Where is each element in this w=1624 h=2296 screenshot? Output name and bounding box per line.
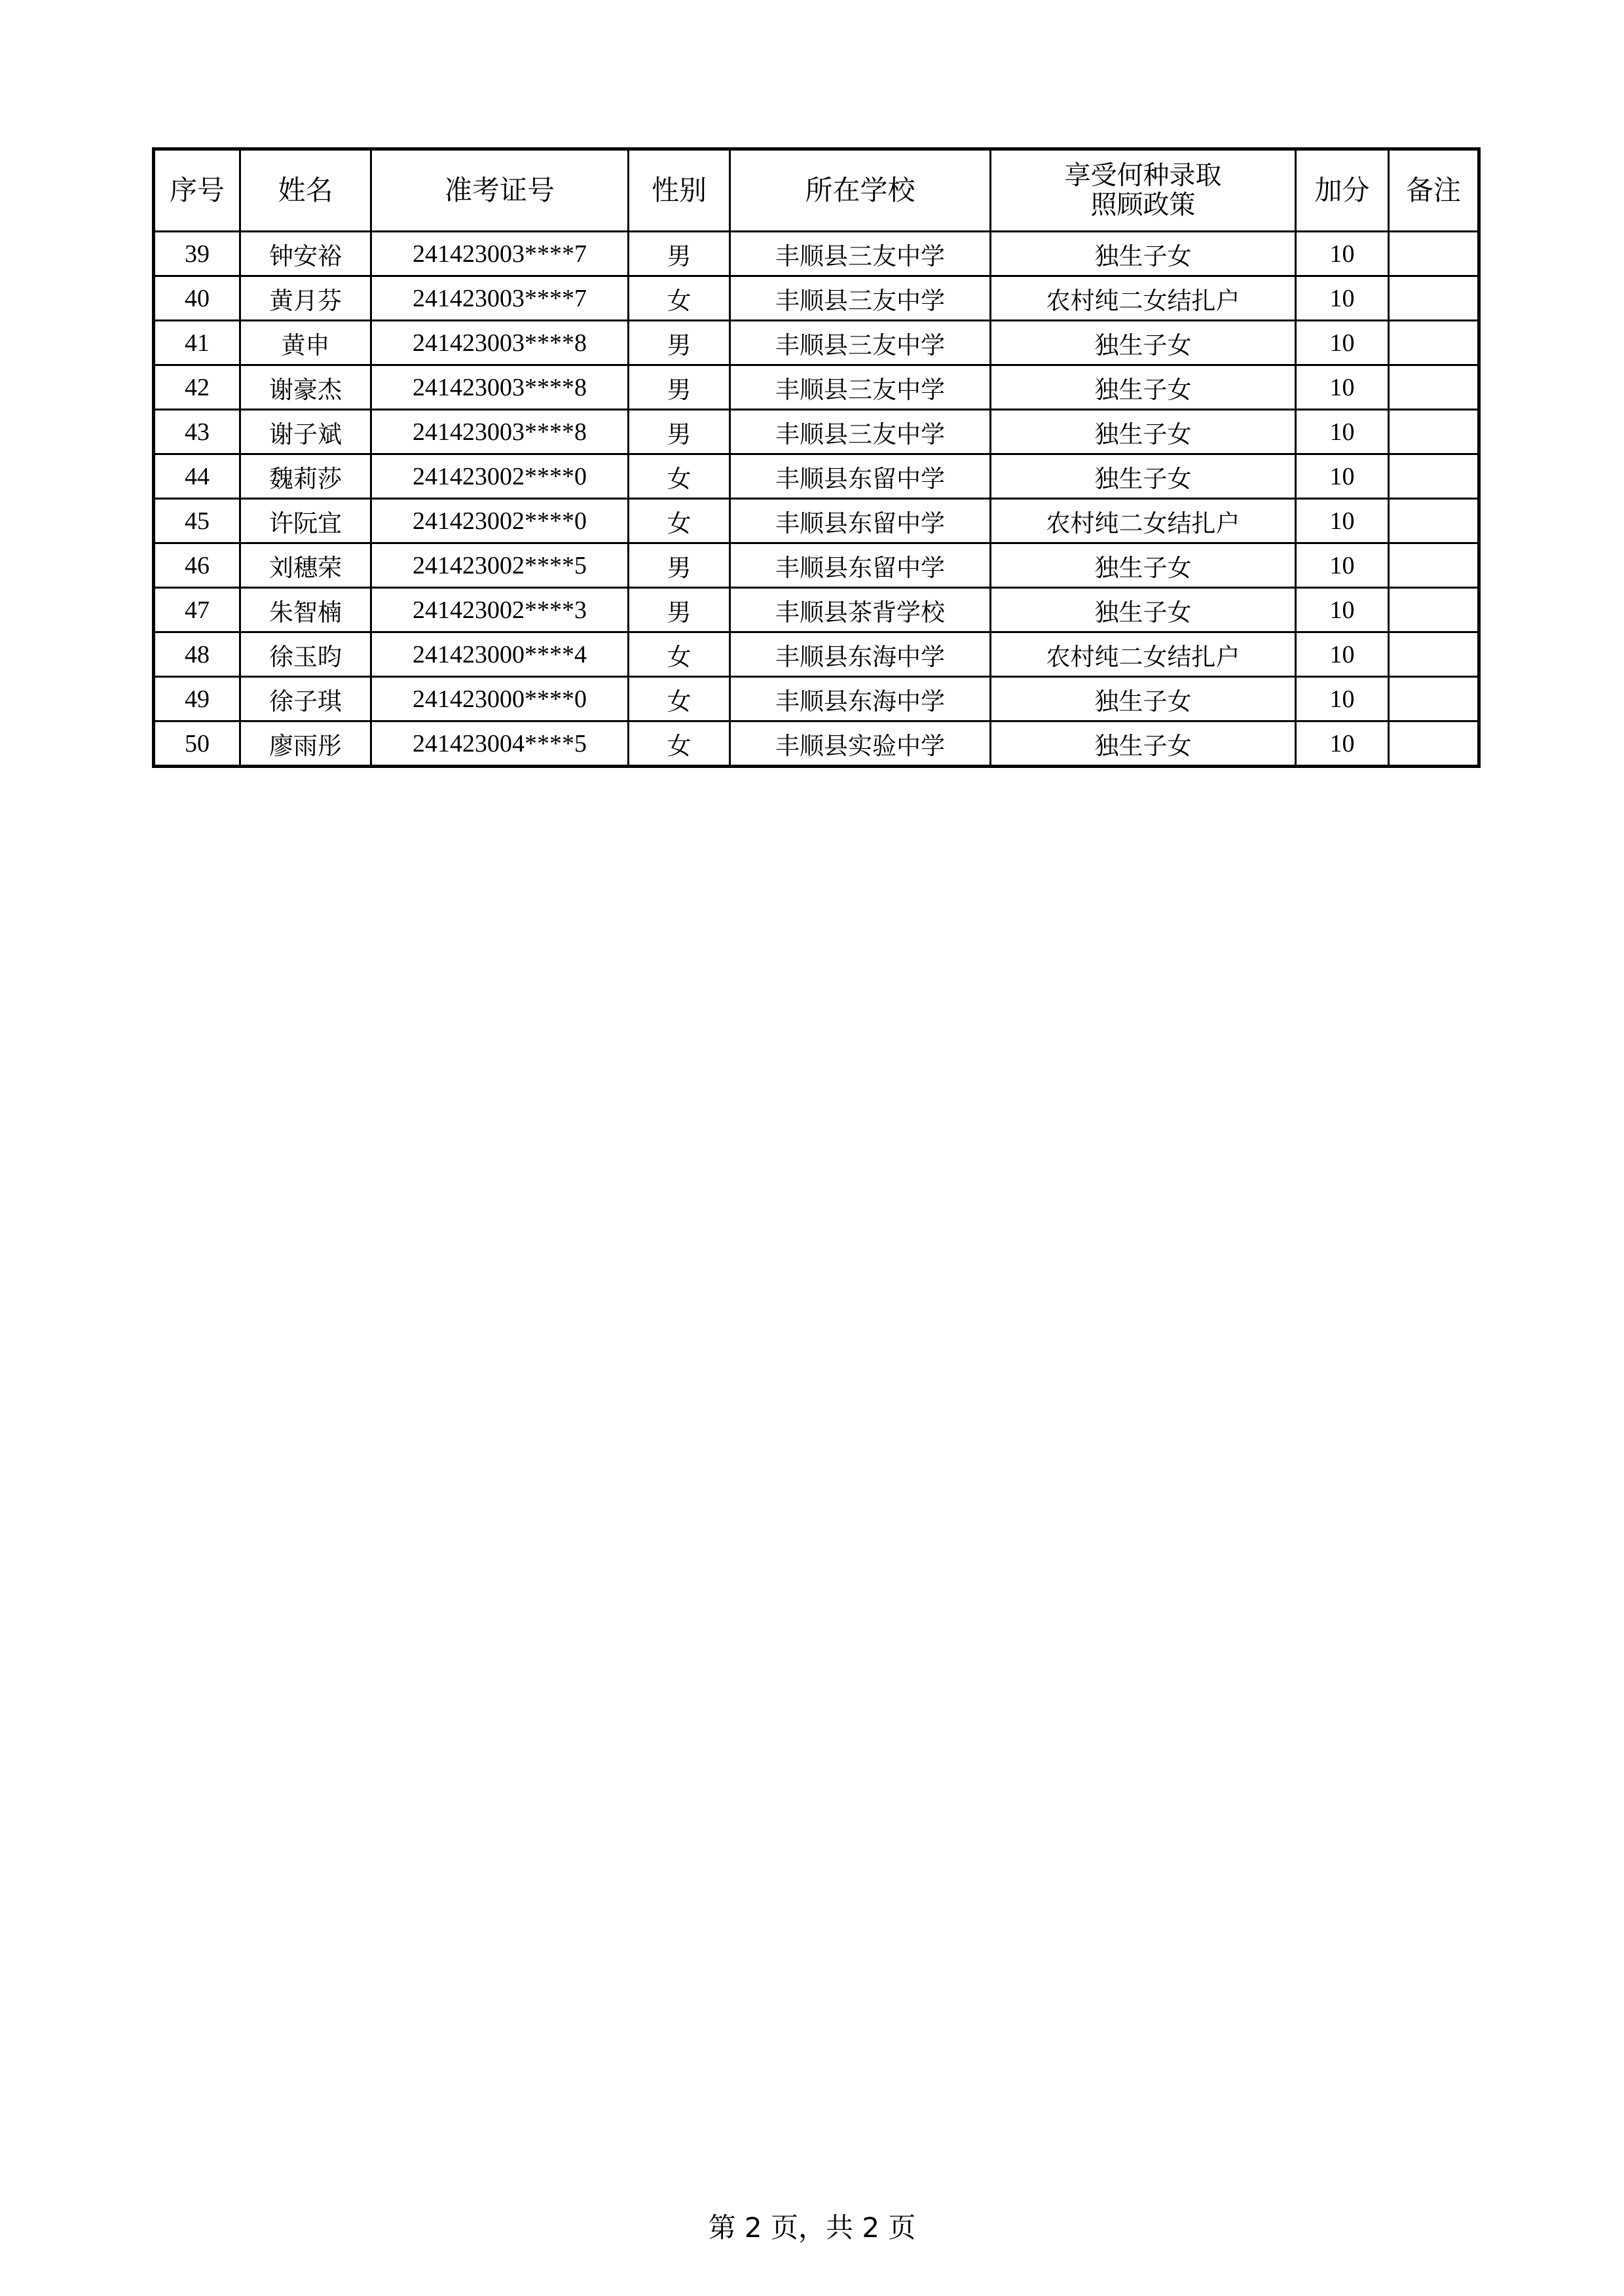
cell-policy: 独生子女	[991, 454, 1296, 499]
table-row	[154, 410, 1479, 454]
cell-exam-id: 241423003****7	[371, 276, 629, 321]
cell-remark	[1389, 543, 1479, 588]
cell-seq: 43	[154, 410, 240, 454]
cell-school: 丰顺县三友中学	[730, 232, 991, 276]
cell-policy: 独生子女	[991, 543, 1296, 588]
cell-policy: 独生子女	[991, 588, 1296, 632]
cell-school: 丰顺县三友中学	[730, 410, 991, 454]
cell-name: 黄月芬	[240, 276, 371, 321]
cell-gender: 男	[629, 588, 730, 632]
cell-remark	[1389, 499, 1479, 543]
header-seq: 序号	[154, 149, 240, 232]
cell-policy: 农村纯二女结扎户	[991, 499, 1296, 543]
cell-school: 丰顺县东海中学	[730, 677, 991, 721]
header-school: 所在学校	[730, 149, 991, 232]
cell-seq: 41	[154, 321, 240, 365]
cell-policy: 独生子女	[991, 721, 1296, 767]
cell-name: 徐子琪	[240, 677, 371, 721]
cell-remark	[1389, 232, 1479, 276]
cell-school: 丰顺县茶背学校	[730, 588, 991, 632]
cell-bonus: 10	[1296, 410, 1389, 454]
cell-gender: 男	[629, 321, 730, 365]
cell-name: 谢子斌	[240, 410, 371, 454]
cell-remark	[1389, 721, 1479, 767]
table-row	[154, 454, 1479, 499]
cell-exam-id: 241423002****0	[371, 454, 629, 499]
cell-gender: 男	[629, 410, 730, 454]
cell-exam-id: 241423002****5	[371, 543, 629, 588]
cell-seq: 49	[154, 677, 240, 721]
cell-gender: 男	[629, 232, 730, 276]
cell-exam-id: 241423000****0	[371, 677, 629, 721]
cell-bonus: 10	[1296, 588, 1389, 632]
cell-school: 丰顺县东留中学	[730, 543, 991, 588]
table-row	[154, 721, 1479, 767]
header-remark: 备注	[1389, 149, 1479, 232]
cell-bonus: 10	[1296, 499, 1389, 543]
cell-remark	[1389, 276, 1479, 321]
table-row	[154, 543, 1479, 588]
cell-school: 丰顺县三友中学	[730, 321, 991, 365]
cell-remark	[1389, 454, 1479, 499]
cell-policy: 独生子女	[991, 321, 1296, 365]
cell-name: 谢豪杰	[240, 365, 371, 410]
cell-policy: 独生子女	[991, 232, 1296, 276]
cell-exam-id: 241423002****0	[371, 499, 629, 543]
cell-gender: 女	[629, 677, 730, 721]
table-row	[154, 365, 1479, 410]
cell-seq: 50	[154, 721, 240, 767]
cell-seq: 44	[154, 454, 240, 499]
table-header-row	[154, 149, 1479, 232]
cell-bonus: 10	[1296, 677, 1389, 721]
cell-gender: 女	[629, 276, 730, 321]
table-row	[154, 276, 1479, 321]
cell-bonus: 10	[1296, 365, 1389, 410]
cell-name: 刘穗荣	[240, 543, 371, 588]
cell-name: 廖雨彤	[240, 721, 371, 767]
cell-bonus: 10	[1296, 321, 1389, 365]
cell-bonus: 10	[1296, 232, 1389, 276]
cell-seq: 46	[154, 543, 240, 588]
cell-name: 徐玉昀	[240, 632, 371, 677]
cell-policy: 农村纯二女结扎户	[991, 276, 1296, 321]
cell-remark	[1389, 677, 1479, 721]
header-policy-line1: 享受何种录取	[1064, 160, 1222, 191]
page-number-footer: 第 2 页，共 2 页	[708, 2212, 916, 2244]
cell-school: 丰顺县东留中学	[730, 454, 991, 499]
cell-remark	[1389, 321, 1479, 365]
cell-bonus: 10	[1296, 543, 1389, 588]
header-gender: 性别	[629, 149, 730, 232]
table-row	[154, 677, 1479, 721]
cell-policy: 农村纯二女结扎户	[991, 632, 1296, 677]
table-row	[154, 232, 1479, 276]
table-row	[154, 632, 1479, 677]
cell-bonus: 10	[1296, 276, 1389, 321]
cell-gender: 女	[629, 721, 730, 767]
cell-remark	[1389, 410, 1479, 454]
cell-exam-id: 241423003****8	[371, 410, 629, 454]
cell-seq: 47	[154, 588, 240, 632]
header-bonus: 加分	[1296, 149, 1389, 232]
header-policy	[991, 149, 1296, 232]
cell-bonus: 10	[1296, 721, 1389, 767]
cell-policy: 独生子女	[991, 410, 1296, 454]
header-name: 姓名	[240, 149, 371, 232]
cell-remark	[1389, 632, 1479, 677]
cell-seq: 39	[154, 232, 240, 276]
table-body	[154, 232, 1479, 767]
cell-school: 丰顺县东留中学	[730, 499, 991, 543]
cell-name: 朱智楠	[240, 588, 371, 632]
cell-gender: 女	[629, 632, 730, 677]
cell-name: 魏莉莎	[240, 454, 371, 499]
cell-remark	[1389, 588, 1479, 632]
cell-exam-id: 241423004****5	[371, 721, 629, 767]
cell-exam-id: 241423000****4	[371, 632, 629, 677]
table-row	[154, 321, 1479, 365]
cell-exam-id: 241423003****8	[371, 365, 629, 410]
cell-school: 丰顺县三友中学	[730, 365, 991, 410]
cell-gender: 男	[629, 365, 730, 410]
cell-exam-id: 241423002****3	[371, 588, 629, 632]
cell-seq: 40	[154, 276, 240, 321]
cell-gender: 男	[629, 543, 730, 588]
cell-gender: 女	[629, 454, 730, 499]
table-row	[154, 588, 1479, 632]
cell-school: 丰顺县东海中学	[730, 632, 991, 677]
cell-seq: 42	[154, 365, 240, 410]
cell-exam-id: 241423003****7	[371, 232, 629, 276]
cell-name: 许阮宜	[240, 499, 371, 543]
cell-name: 黄申	[240, 321, 371, 365]
cell-remark	[1389, 365, 1479, 410]
header-exam-id: 准考证号	[371, 149, 629, 232]
cell-school: 丰顺县实验中学	[730, 721, 991, 767]
cell-bonus: 10	[1296, 454, 1389, 499]
cell-seq: 45	[154, 499, 240, 543]
admission-bonus-table	[152, 147, 1481, 768]
cell-gender: 女	[629, 499, 730, 543]
cell-name: 钟安裕	[240, 232, 371, 276]
cell-school: 丰顺县三友中学	[730, 276, 991, 321]
cell-seq: 48	[154, 632, 240, 677]
cell-policy: 独生子女	[991, 677, 1296, 721]
cell-exam-id: 241423003****8	[371, 321, 629, 365]
cell-bonus: 10	[1296, 632, 1389, 677]
cell-policy: 独生子女	[991, 365, 1296, 410]
header-policy-line2: 照顾政策	[1090, 190, 1196, 220]
table-row	[154, 499, 1479, 543]
